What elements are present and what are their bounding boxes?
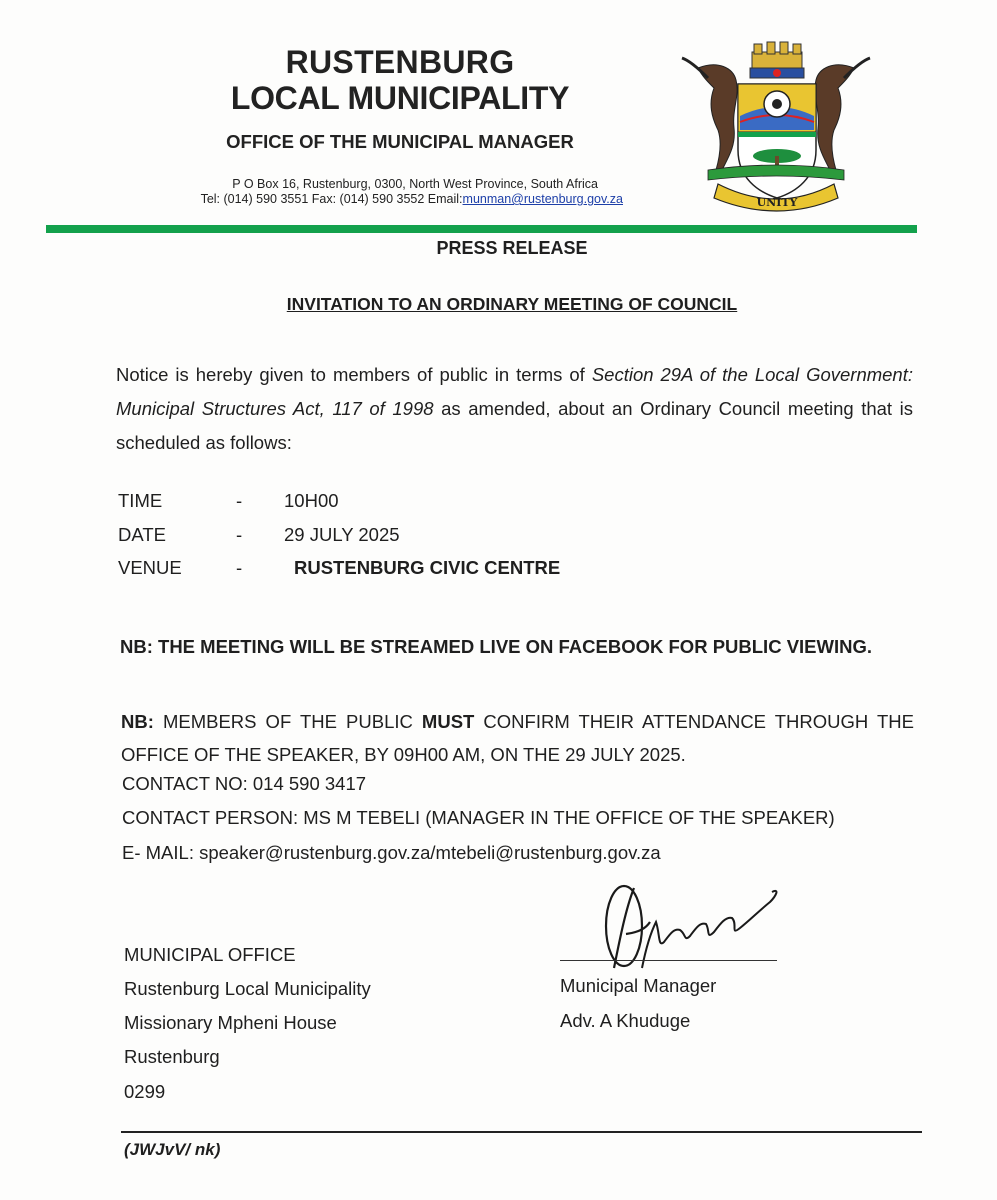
org-name-line1: RUSTENBURG	[285, 44, 515, 80]
address-line-3: Missionary Mpheni House	[124, 1012, 337, 1033]
schedule-value-venue: RUSTENBURG CIVIC CENTRE	[294, 557, 561, 578]
address-line-2: Rustenburg Local Municipality	[124, 978, 371, 999]
schedule-label: TIME	[118, 490, 163, 511]
schedule-separator: -	[236, 557, 243, 578]
address-line-5: 0299	[124, 1081, 166, 1102]
attendance-notice	[121, 705, 914, 771]
notice-text-1: Notice is hereby given to members of public in terms of	[116, 364, 592, 385]
nb-must: MUST	[421, 711, 475, 732]
footer-divider	[121, 1131, 922, 1133]
signatory-name: Adv. A Khuduge	[560, 1010, 691, 1031]
contact-prefix: Tel: (014) 590 3551 Fax: (014) 590 3552 Email:	[200, 192, 463, 206]
postal-address: P O Box 16, Rustenburg, 0300, North West Province, South Africa	[232, 177, 598, 191]
header-divider-bar	[46, 225, 917, 233]
schedule-label: VENUE	[118, 557, 182, 578]
nb-text-2: CONFIRM THEIR ATTENDANCE THROUGH THE OFFICE OF THE SPEAKER, BY 09H00 AM, ON THE 29 JULY 2025.	[121, 711, 914, 765]
org-name-line2: LOCAL MUNICIPALITY	[230, 80, 570, 116]
contact-email[interactable]: E- MAIL: speaker@rustenburg.gov.za/mtebeli@rustenburg.gov.za	[122, 842, 661, 863]
office-title: OFFICE OF THE MUNICIPAL MANAGER	[226, 131, 574, 152]
document-subject: INVITATION TO AN ORDINARY MEETING OF COUNCIL	[286, 294, 738, 314]
signatory-title: Municipal Manager	[560, 975, 717, 996]
schedule-label: DATE	[118, 524, 166, 545]
nb-text-1: MEMBERS OF THE PUBLIC	[153, 711, 422, 732]
document-type-heading: PRESS RELEASE	[436, 238, 588, 258]
address-line-1: MUNICIPAL OFFICE	[124, 944, 296, 965]
stream-notice: NB: THE MEETING WILL BE STREAMED LIVE ON FACEBOOK FOR PUBLIC VIEWING.	[120, 636, 873, 657]
notice-text-2: as amended, about an Ordinary Council meeting that is scheduled as follows:	[116, 398, 913, 453]
header-email-link[interactable]: munman@rustenburg.gov.za	[462, 192, 623, 206]
contact-number: CONTACT NO: 014 590 3417	[122, 773, 367, 794]
document-reference: (JWJvV/ nk)	[124, 1140, 221, 1159]
schedule-separator: -	[236, 490, 243, 511]
handwritten-signature-icon	[590, 878, 790, 988]
notice-act-reference: Section 29A of the Local Government: Municipal Structures Act, 117 of 1998	[116, 364, 914, 419]
crest-motto: UNITY	[756, 196, 798, 209]
address-line-4: Rustenburg	[124, 1046, 220, 1067]
notice-paragraph	[116, 358, 913, 460]
signature-line	[560, 960, 777, 961]
contact-details	[100, 192, 623, 206]
schedule-value: 10H00	[284, 490, 339, 511]
coat-of-arms-icon	[678, 38, 874, 218]
schedule-separator: -	[236, 524, 243, 545]
nb-label: NB:	[121, 711, 154, 732]
schedule-value: 29 JULY 2025	[284, 524, 400, 545]
contact-person: CONTACT PERSON: MS M TEBELI (MANAGER IN THE OFFICE OF THE SPEAKER)	[122, 807, 835, 828]
